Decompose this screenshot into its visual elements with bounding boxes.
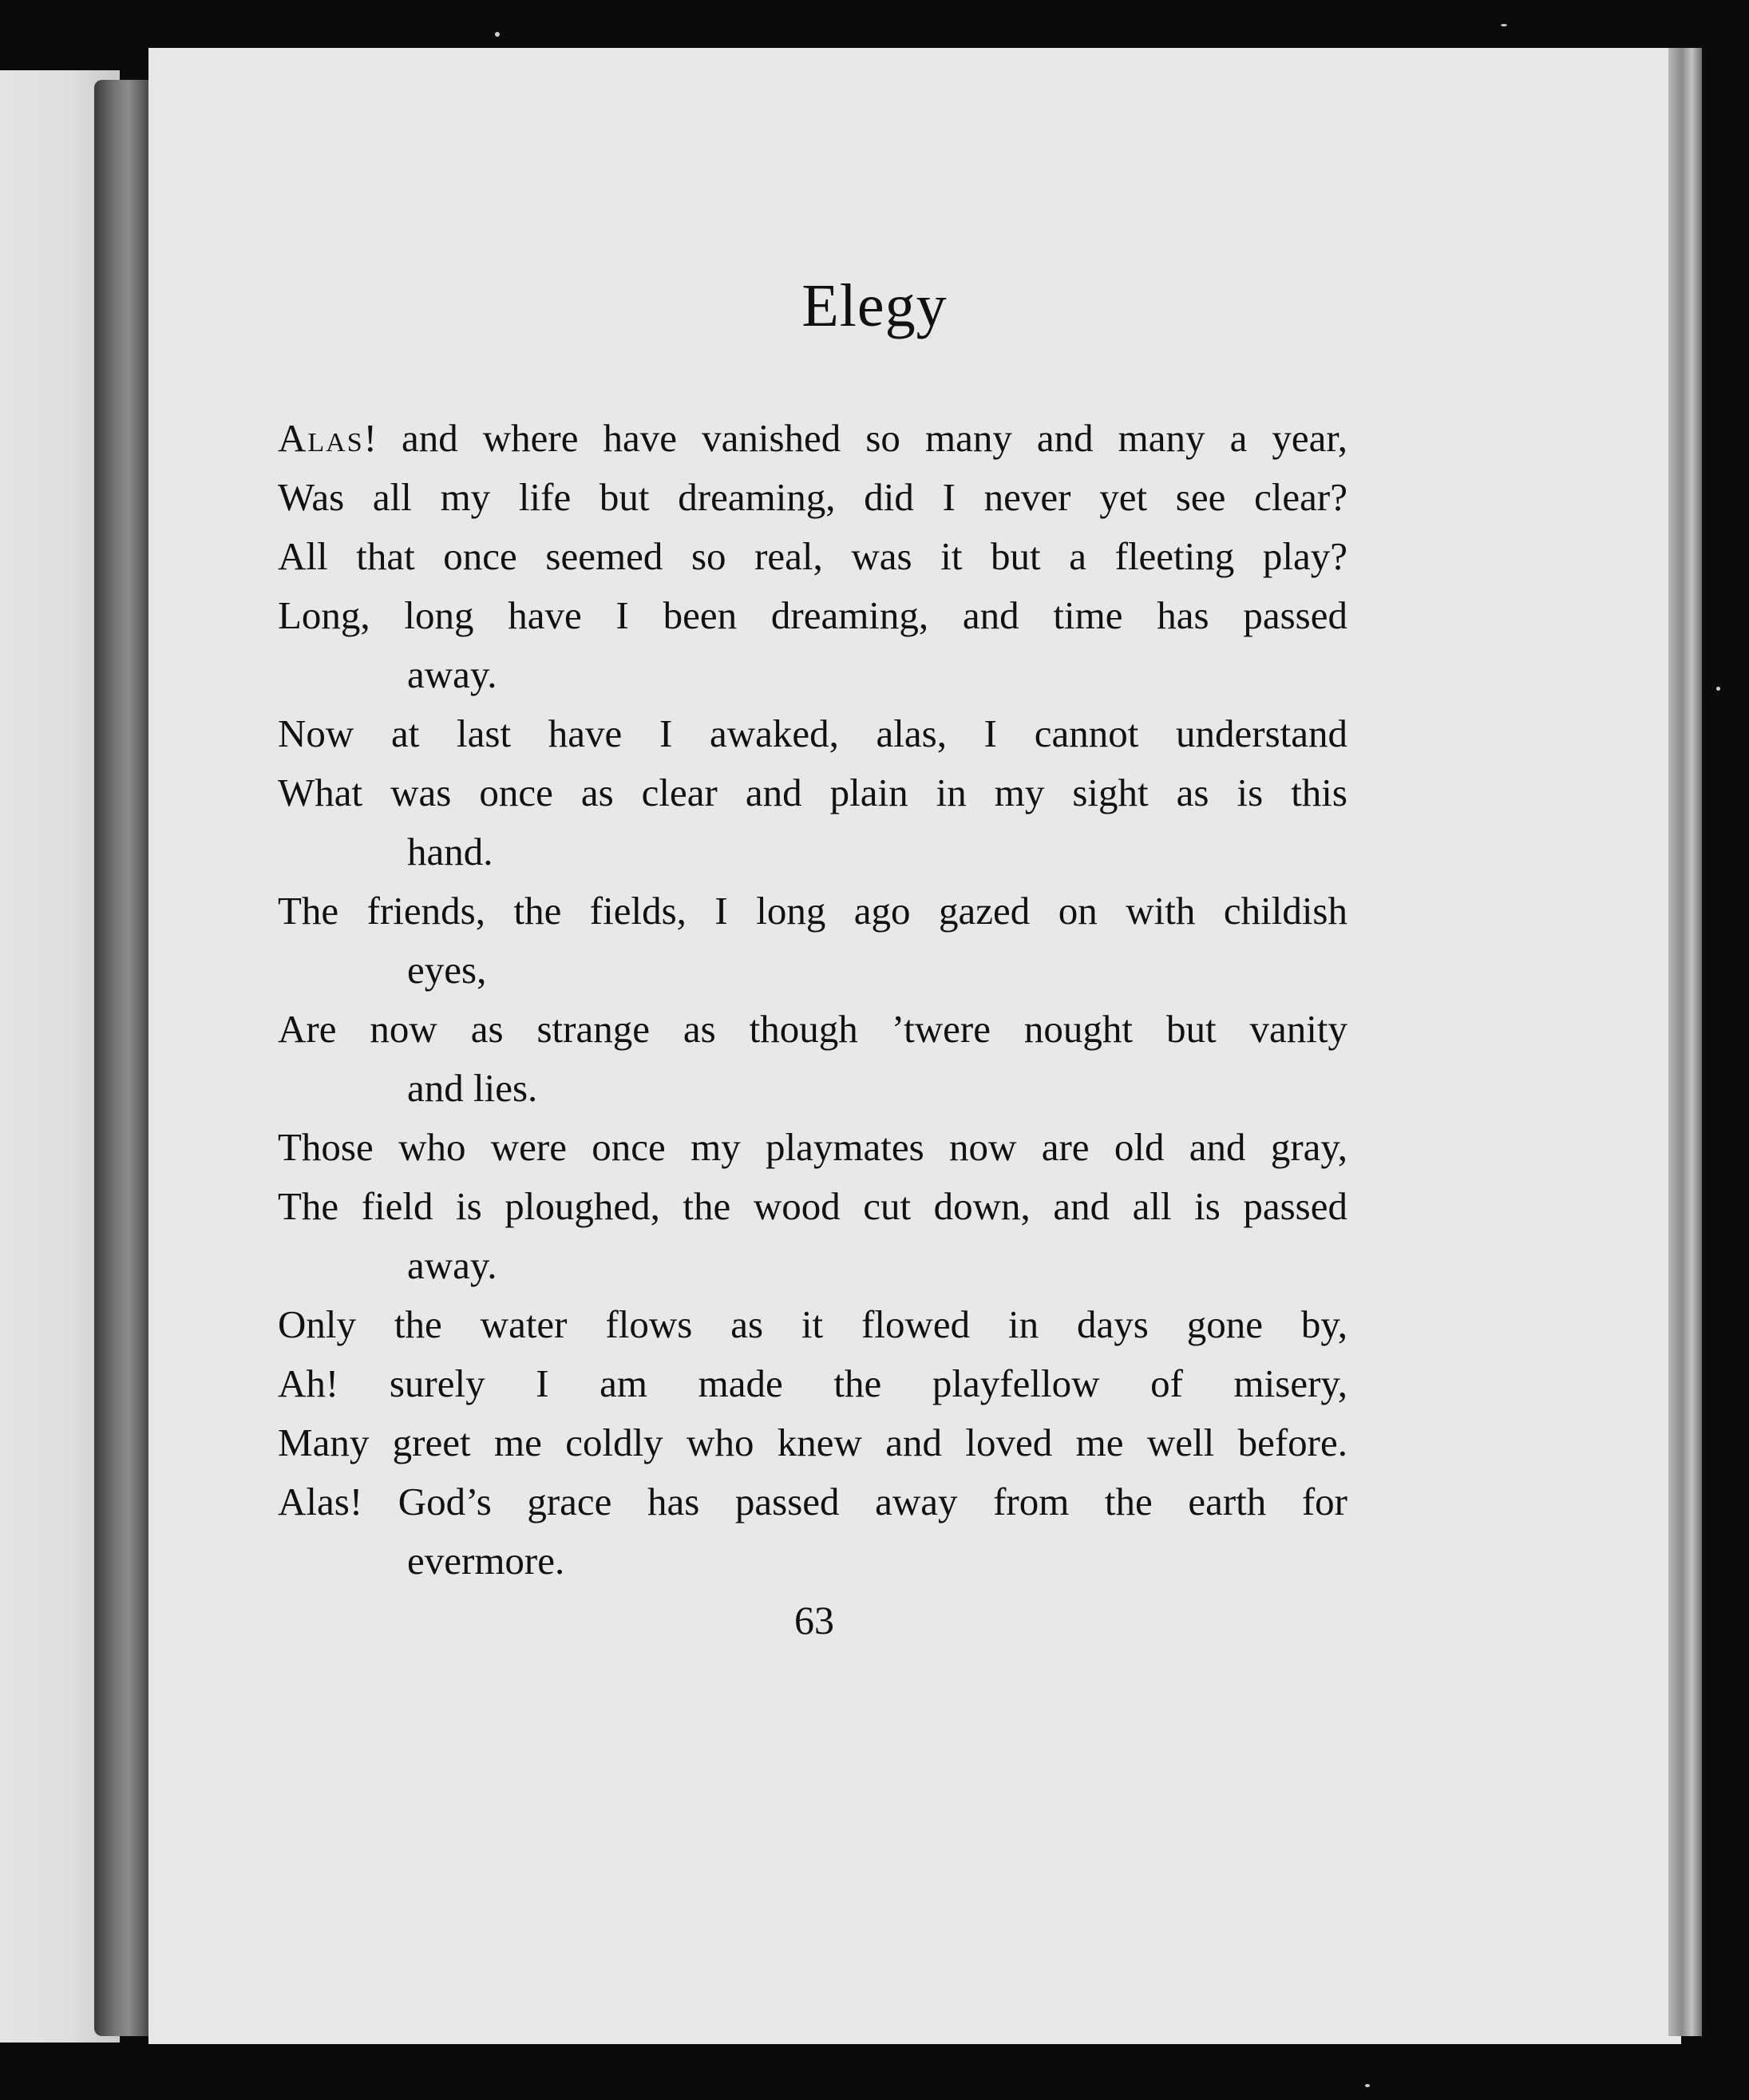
poem-line: Ah! surely I am made the playfellow of misery, [278,1361,1347,1405]
poem-line-continuation: hand. [407,830,493,874]
poem-body [278,409,1347,1591]
poem-title: Elegy [801,272,948,339]
page-stack-edge [1668,48,1702,2036]
poem-line: The field is ploughed, the wood cut down, and all is passed [278,1184,1347,1228]
poem-line: Alas! God’s grace has passed away from the earth for [278,1480,1347,1523]
poem-line: Was all my life but dreaming, did I never yet see clear? [278,475,1347,519]
poem-line: Are now as strange as though ’twere nought but vanity [278,1007,1347,1051]
poem-line-continuation: and lies. [407,1066,538,1110]
poem-line: What was once as clear and plain in my sight as is this [278,771,1347,814]
poem-line: Many greet me coldly who knew and loved me well before. [278,1420,1347,1464]
poem-line: Now at last have I awaked, alas, I cannot understand [278,711,1347,755]
dust-speck [1716,687,1720,691]
poem-line: Alas! and where have vanished so many and many a year, [278,416,1347,460]
poem-line: Long, long have I been dreaming, and time has passed [278,593,1347,637]
poem-line: All that once seemed so real, was it but a fleeting play? [278,534,1347,578]
poem-line-continuation: away. [407,1243,497,1287]
opening-word: Alas [278,416,364,460]
poem-line-continuation: away. [407,652,497,696]
dust-speck [1365,2084,1370,2087]
poem-line: Only the water flows as it flowed in days gone by, [278,1302,1347,1346]
poem-line: Those who were once my playmates now are old and gray, [278,1125,1347,1169]
dust-speck [1501,24,1507,26]
poem-line: The friends, the fields, I long ago gazed on with childish [278,889,1347,933]
poem-line-continuation: evermore. [407,1539,565,1583]
book-gutter [94,80,156,2036]
dust-speck [495,32,500,37]
poem-line-continuation: eyes, [407,948,487,992]
page-number: 63 [794,1598,834,1642]
